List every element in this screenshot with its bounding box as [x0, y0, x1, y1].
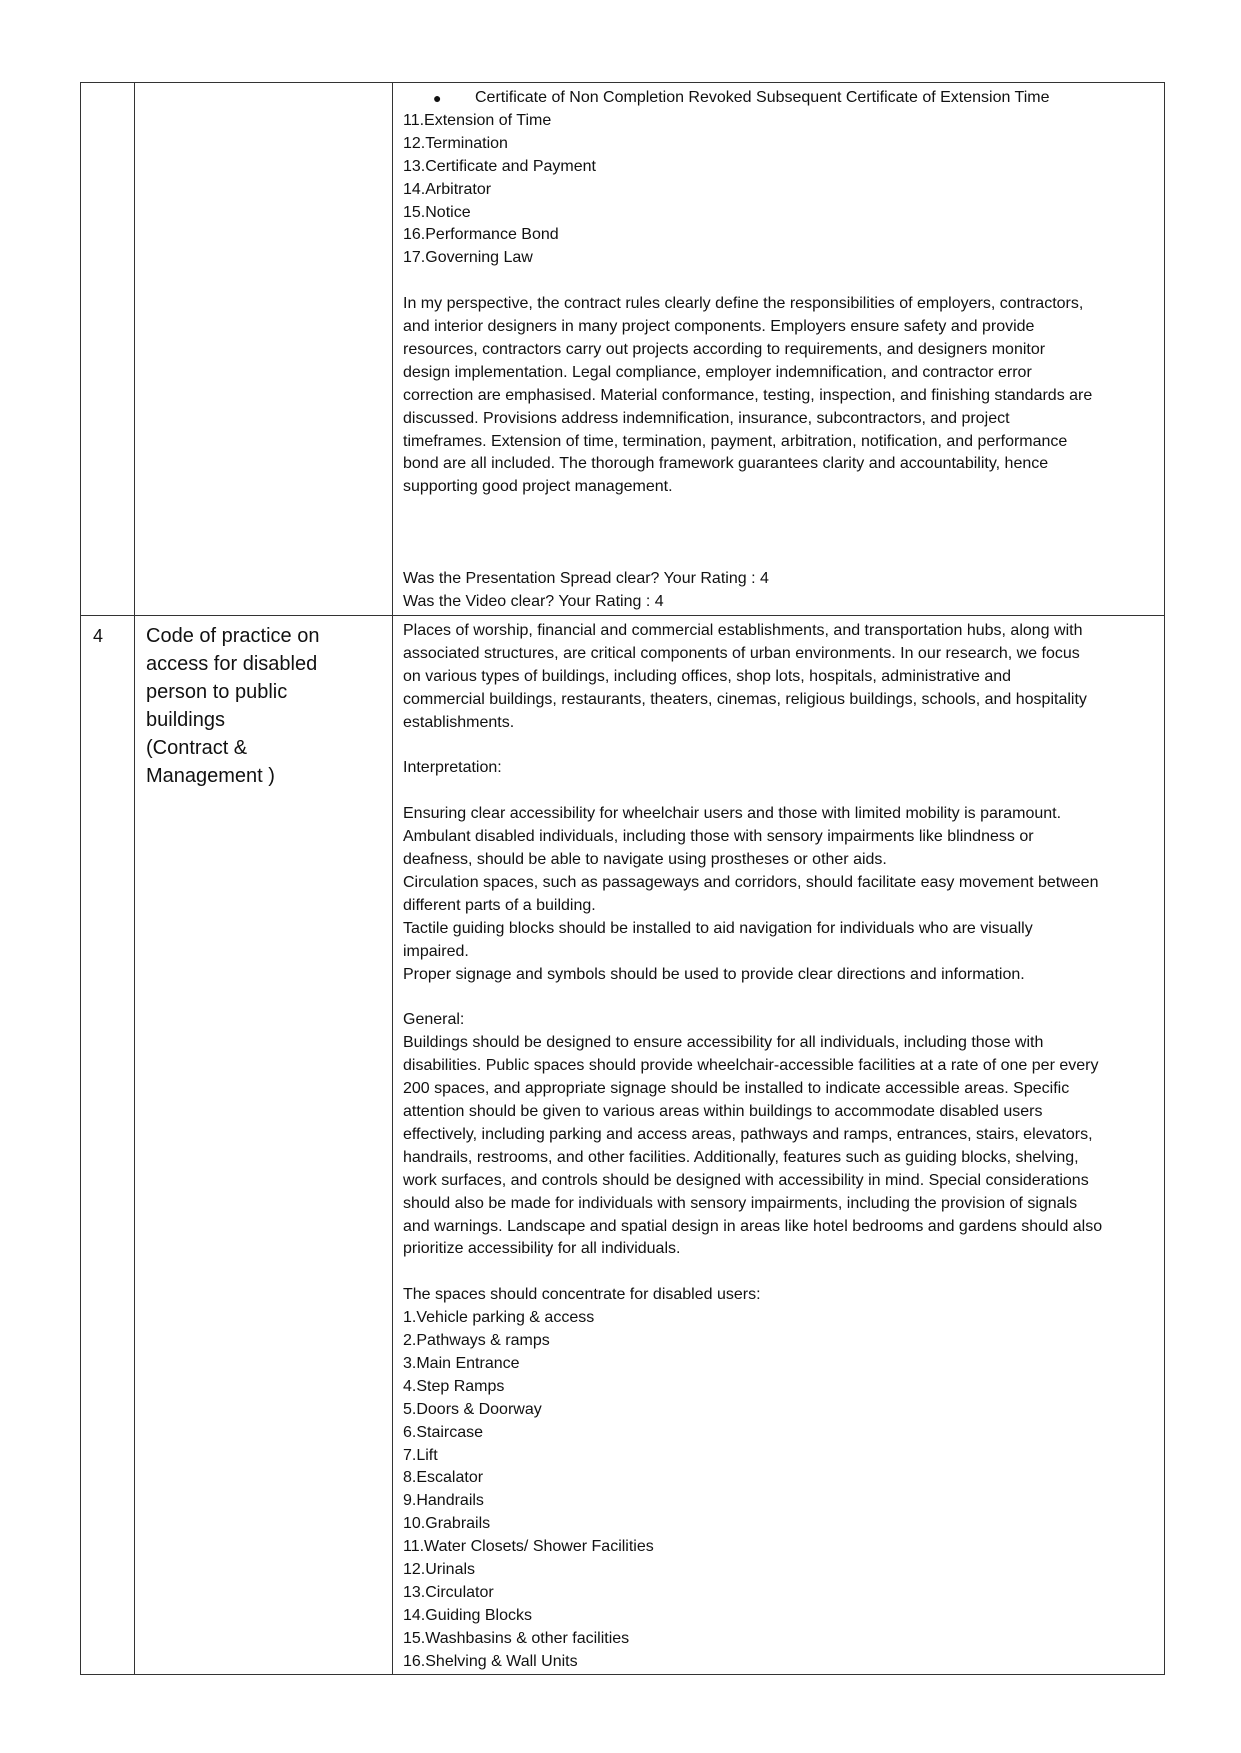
- title-cell-empty: [135, 83, 393, 616]
- general-line: and warnings. Landscape and spatial design in areas like hotel bedrooms and gardens should also: [403, 1217, 1103, 1235]
- perspective-line: resources, contractors carry out projects according to requirements, and designers monitor: [403, 340, 1046, 358]
- title-line: (Contract &: [146, 737, 248, 759]
- spaces-list-item: 14.Guiding Blocks: [403, 1606, 532, 1624]
- spaces-list-item: 7.Lift: [403, 1446, 438, 1464]
- spaces-list-item: 1.Vehicle parking & access: [403, 1309, 595, 1327]
- row4-content: [393, 616, 1164, 1674]
- intro-line: associated structures, are critical components of urban environments. In our research, we focus: [403, 644, 1080, 662]
- spaces-list-item: 9.Handrails: [403, 1492, 484, 1510]
- interpretation-line: Proper signage and symbols should be used to provide clear directions and information.: [403, 965, 1025, 983]
- spaces-list-item: 5.Doors & Doorway: [403, 1400, 542, 1418]
- spaces-list-item: 10.Grabrails: [403, 1515, 491, 1533]
- row-title: [135, 616, 392, 790]
- table-row-4: [81, 616, 1165, 1675]
- table-row-continued: [81, 83, 1165, 616]
- general-line: attention should be given to various areas within buildings to accommodate disabled users: [403, 1102, 1043, 1120]
- number-cell: [81, 616, 135, 1675]
- spaces-list-item: 4.Step Ramps: [403, 1377, 505, 1395]
- general-line: effectively, including parking and access areas, pathways and ramps, entrances, stairs, elevators,: [403, 1125, 1093, 1143]
- title-line: buildings: [146, 709, 225, 731]
- list-item: 16.Performance Bond: [403, 226, 559, 244]
- spaces-list-item: 12.Urinals: [403, 1561, 476, 1579]
- intro-line: commercial buildings, restaurants, theaters, cinemas, religious buildings, schools, and hospitality: [403, 690, 1087, 708]
- list-item: 15.Notice: [403, 203, 471, 221]
- perspective-line: and interior designers in many project components. Employers ensure safety and provide: [403, 318, 1035, 336]
- spaces-list-item: 15.Washbasins & other facilities: [403, 1629, 630, 1647]
- general-line: disabilities. Public spaces should provide wheelchair-accessible facilities at a rate of one per every: [403, 1057, 1099, 1075]
- spaces-list-item: 3.Main Entrance: [403, 1354, 520, 1372]
- title-line: person to public: [146, 681, 288, 703]
- title-cell: [135, 616, 393, 1675]
- general-line: prioritize accessibility for all individuals.: [403, 1240, 681, 1258]
- contract-table: [80, 82, 1165, 1675]
- spaces-list-item: 6.Staircase: [403, 1423, 484, 1441]
- general-line: 200 spaces, and appropriate signage should be installed to indicate accessible areas. Specific: [403, 1080, 1070, 1098]
- interpretation-line: deafness, should be able to navigate using prostheses or other aids.: [403, 851, 887, 869]
- continued-content: [393, 83, 1164, 614]
- bullet-dot-icon: ●: [433, 90, 442, 106]
- interpretation-line: Ensuring clear accessibility for wheelchair users and those with limited mobility is paramount.: [403, 805, 1062, 823]
- list-item: 17.Governing Law: [403, 249, 533, 267]
- list-item: 11.Extension of Time: [403, 111, 552, 129]
- title-line: Code of practice on: [146, 625, 320, 647]
- intro-line: Places of worship, financial and commercial establishments, and transportation hubs, along with: [403, 622, 1083, 639]
- list-item: 12.Termination: [403, 134, 508, 152]
- intro-line: on various types of buildings, including offices, shop lots, hospitals, administrative and: [403, 667, 1012, 685]
- interpretation-line: different parts of a building.: [403, 896, 596, 914]
- list-item: 14.Arbitrator: [403, 180, 492, 198]
- bullet-item: [403, 87, 1156, 110]
- content-cell-continued: [393, 83, 1165, 616]
- perspective-line: timeframes. Extension of time, termination, payment, arbitration, notification, and performance: [403, 432, 1068, 450]
- content-cell: [393, 616, 1165, 1675]
- perspective-line: correction are emphasised. Material conformance, testing, inspection, and finishing standards are: [403, 386, 1093, 404]
- spaces-list-item: 11.Water Closets/ Shower Facilities: [403, 1538, 654, 1556]
- intro-line: establishments.: [403, 713, 515, 731]
- bullet-item-text: Certificate of Non Completion Revoked Subsequent Certificate of Extension Time: [475, 89, 1050, 106]
- perspective-line: design implementation. Legal compliance, employer indemnification, and contractor error: [403, 363, 1032, 381]
- rating-video: Was the Video clear? Your Rating : 4: [403, 592, 664, 610]
- title-line: access for disabled: [146, 653, 318, 675]
- spaces-heading: The spaces should concentrate for disabled users:: [403, 1286, 761, 1304]
- general-line: should also be made for individuals with sensory impairments, including the provision of signals: [403, 1194, 1078, 1212]
- interpretation-line: Circulation spaces, such as passageways and corridors, should facilitate easy movement between: [403, 873, 1099, 891]
- perspective-line: supporting good project management.: [403, 478, 673, 496]
- general-line: Buildings should be designed to ensure accessibility for all individuals, including those with: [403, 1034, 1044, 1052]
- perspective-line: In my perspective, the contract rules clearly define the responsibilities of employers, contractors,: [403, 295, 1084, 313]
- spaces-list-item: 16.Shelving & Wall Units: [403, 1652, 578, 1670]
- rating-presentation: Was the Presentation Spread clear? Your Rating : 4: [403, 569, 769, 587]
- general-line: work surfaces, and controls should be designed with accessibility in mind. Special considerations: [403, 1171, 1089, 1189]
- spaces-list-item: 8.Escalator: [403, 1469, 484, 1487]
- spaces-list-item: 2.Pathways & ramps: [403, 1332, 550, 1350]
- general-line: handrails, restrooms, and other facilities. Additionally, features such as guiding blocks, shelving,: [403, 1148, 1079, 1166]
- row-number: 4: [93, 626, 104, 646]
- title-line: Management ): [146, 765, 275, 787]
- interpretation-line: Ambulant disabled individuals, including those with sensory impairments like blindness or: [403, 828, 1034, 846]
- interpretation-line: Tactile guiding blocks should be installed to aid navigation for individuals who are visually: [403, 919, 1033, 937]
- list-item: 13.Certificate and Payment: [403, 157, 596, 175]
- spaces-list-item: 13.Circulator: [403, 1584, 494, 1601]
- interpretation-line: impaired.: [403, 942, 469, 960]
- general-heading: General:: [403, 1011, 465, 1029]
- perspective-line: bond are all included. The thorough framework guarantees clarity and accountability, hence: [403, 455, 1049, 473]
- interpretation-heading: Interpretation:: [403, 759, 502, 777]
- perspective-line: discussed. Provisions address indemnification, insurance, subcontractors, and project: [403, 409, 1010, 427]
- number-cell-empty: [81, 83, 135, 616]
